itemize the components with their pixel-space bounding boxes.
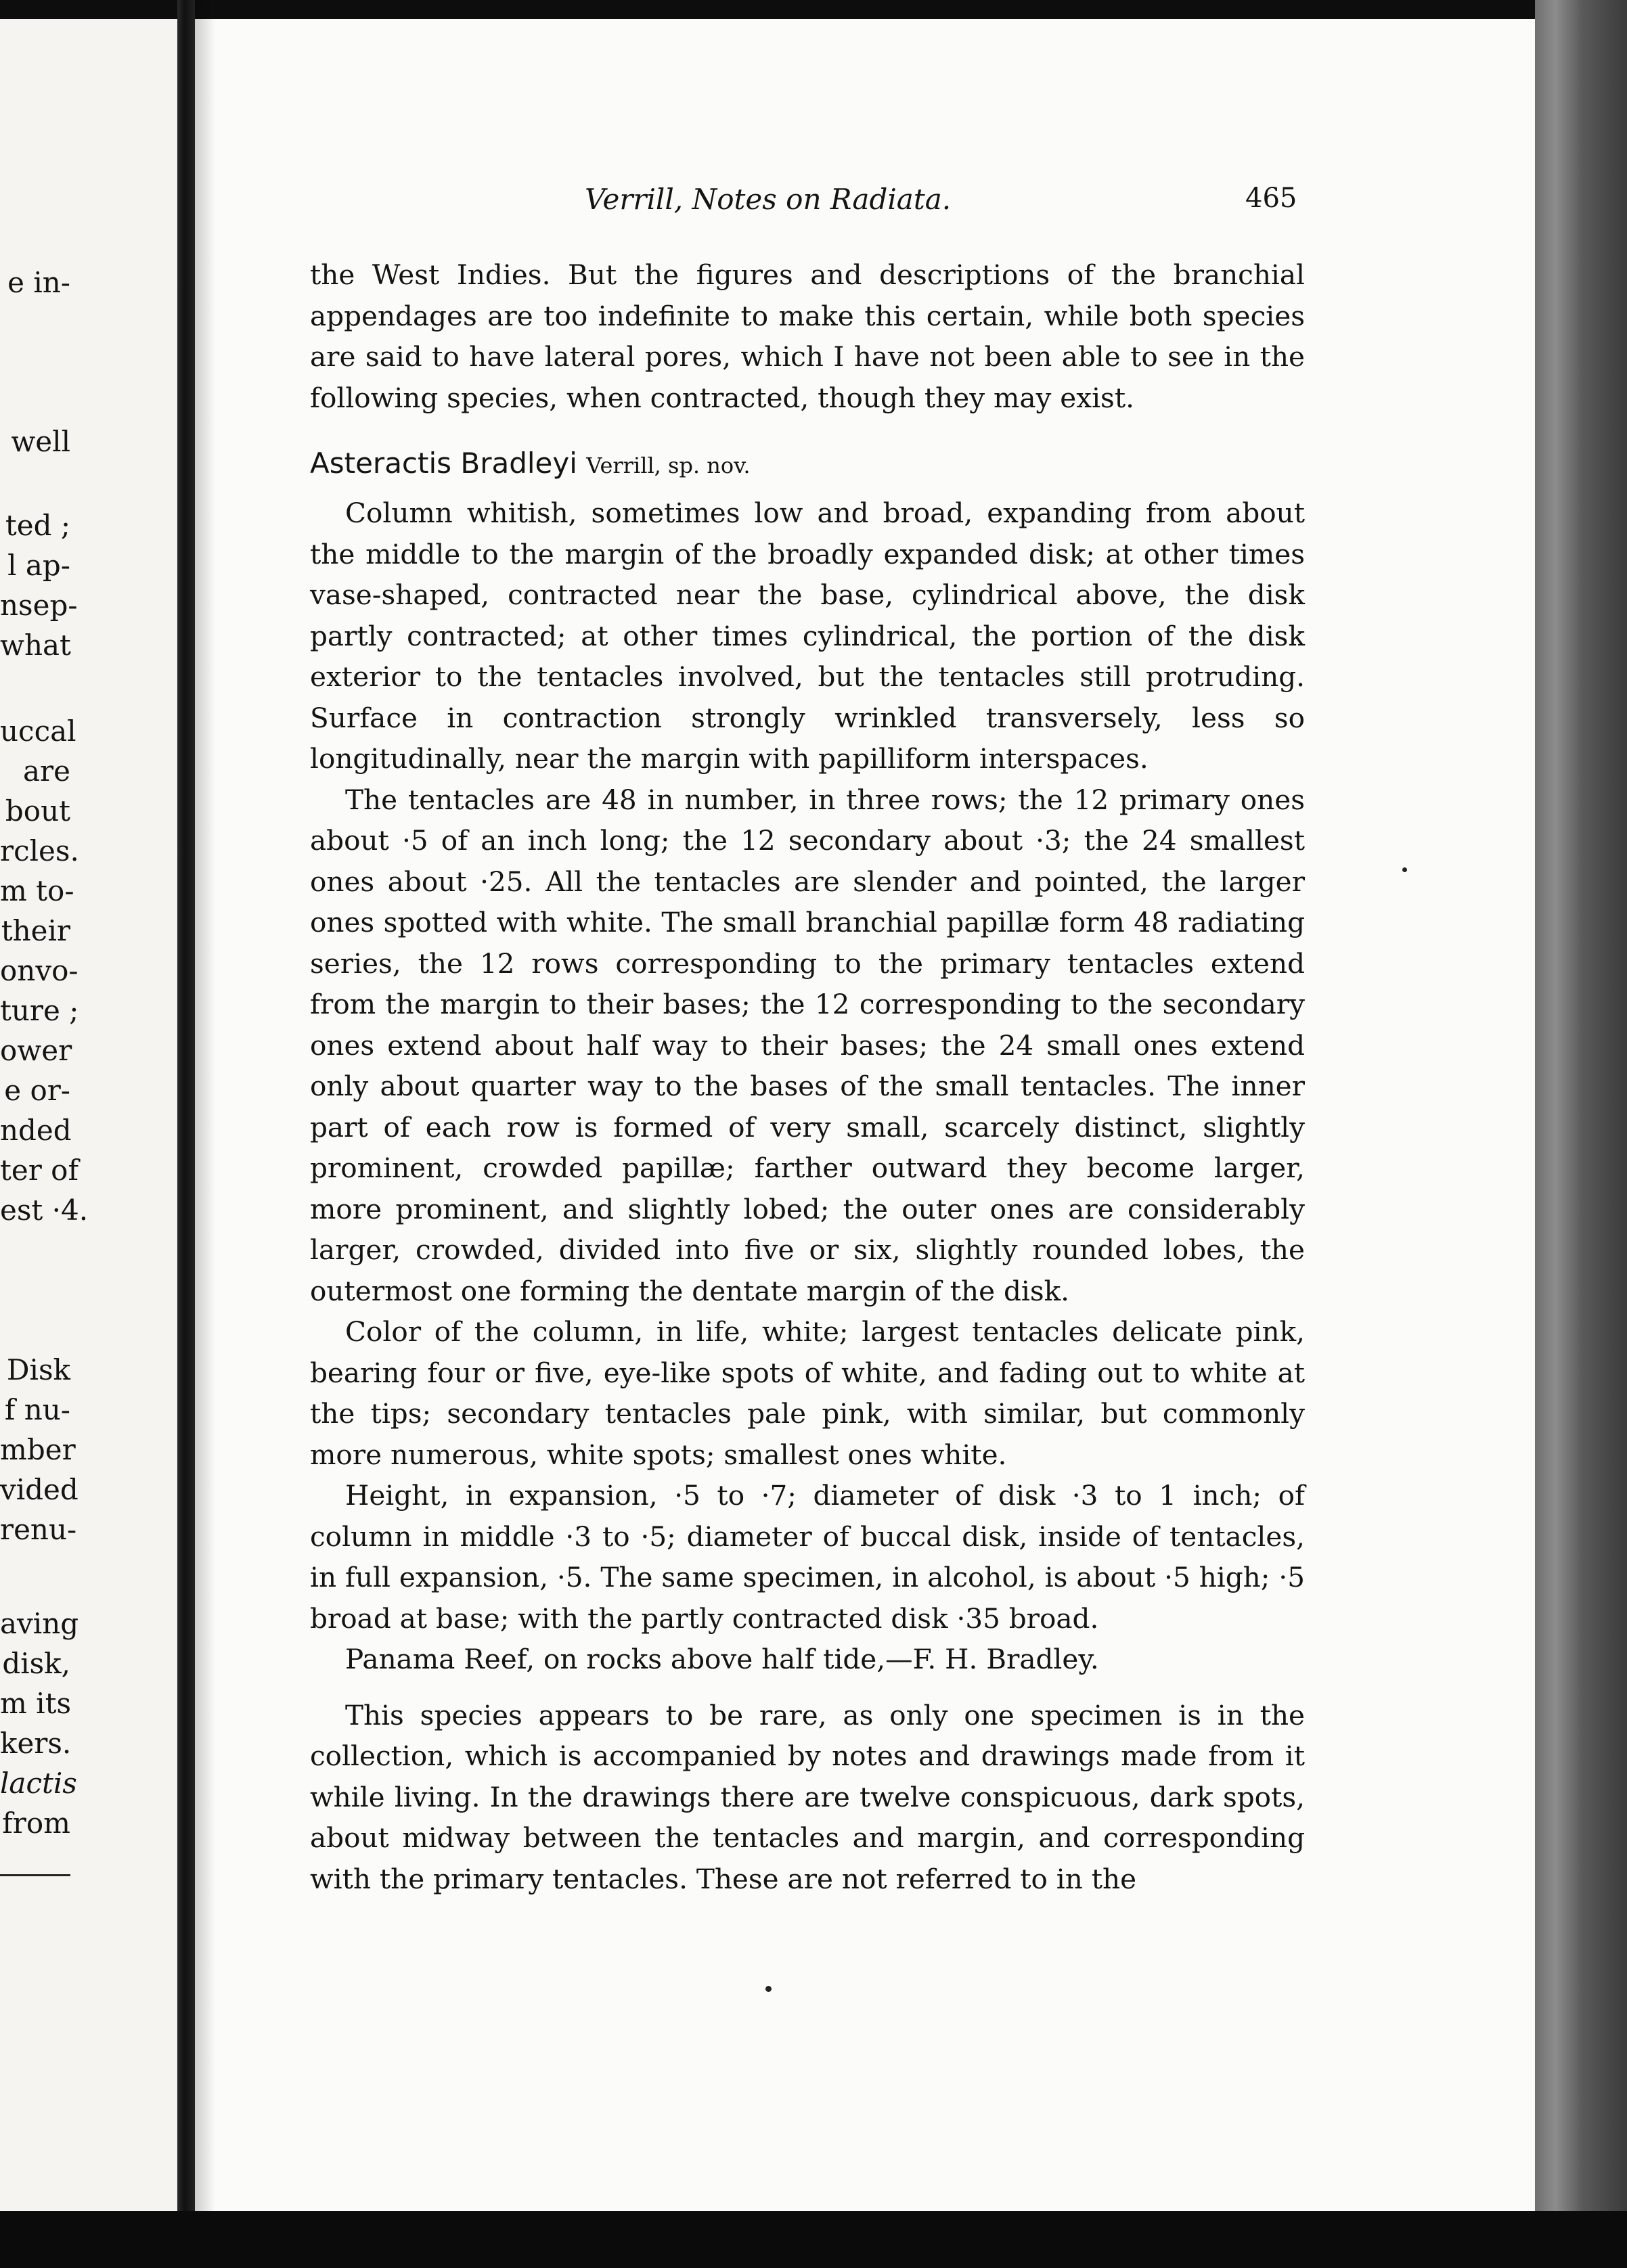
left-fragment: are: [23, 754, 70, 788]
species-authority: Verrill, sp. nov.: [586, 453, 751, 478]
paragraph-tentacles: The tentacles are 48 in number, in three rows; the 12 primary ones about ·5 of an inch long; the 12 secondary about ·3; the 24 smallest ones about ·25. All the tentacles are slender and pointed, the larger ones spotted with white. The small branchial papillæ form 48 radiating series, the 12 rows corresponding to the primary tentacles extend from the margin to their bases; the 12 corresponding to the secondary ones extend about half way to their bases; the 24 small ones extend only about quarter way to the bases of the small tentacles. The inner part of each row is formed of very small, scarcely distinct, slightly prominent, crowded papillæ; farther outward they become larger, more prominent, and slightly lobed; the outer ones are considerably larger, crowded, divided into five or six, slightly rounded lobes, the outermost one forming the dentate margin of the disk.: [310, 783, 1305, 1307]
page-number: 465: [1245, 183, 1297, 214]
left-fragment: nsep-: [0, 589, 78, 622]
paragraph-color: Color of the column, in life, white; largest tentacles delicate pink, bearing four or five, eye-like spots of white, and fading out to white at the tips; secondary tentacles pale pink, with similar, but commonly more numerous, white spots; smallest ones white.: [310, 1315, 1305, 1471]
left-fragment: mber: [0, 1433, 76, 1466]
scan-border-top: [0, 0, 1627, 19]
left-fragment: onvo-: [0, 954, 79, 987]
left-fragment: well: [11, 425, 70, 458]
intro-paragraph: the West Indies. But the figures and descriptions of the branchial appendages are too indefinite to make this certain, while both species are said to have lateral pores, which I have not been able to see in the following species, when contracted, though they may exist.: [310, 258, 1305, 414]
left-page-rule: [0, 1874, 70, 1876]
left-fragment: aving: [0, 1607, 79, 1640]
left-fragment: their: [1, 914, 70, 947]
scan-border-bottom: [0, 2211, 1627, 2268]
scan-speck: [1402, 867, 1407, 872]
gutter-shadow: [195, 0, 215, 2268]
left-fragment: disk,: [2, 1647, 70, 1680]
left-fragment: ture ;: [0, 994, 79, 1027]
running-head: Verrill, Notes on Radiata.: [585, 183, 952, 216]
left-fragment: uccal: [0, 715, 76, 748]
body-text: [310, 254, 1305, 1899]
left-fragment: e or-: [4, 1074, 70, 1107]
left-fragment: ter of: [0, 1154, 79, 1187]
left-fragment: Disk: [6, 1353, 70, 1386]
species-heading: [310, 443, 1305, 486]
left-fragment: f nu-: [4, 1393, 70, 1426]
paragraph-measurements: Height, in expansion, ·5 to ·7; diameter of disk ·3 to 1 inch; of column in middle ·3 to ·5; diameter of buccal disk, inside of tentacles, in full expansion, ·5. The same specimen, in alcohol, is about ·5 high; ·5 broad at base; with the partly contracted disk ·35 broad.: [310, 1479, 1305, 1635]
left-fragment: what: [0, 629, 71, 662]
left-fragment: est ·4.: [0, 1194, 89, 1227]
left-fragment: from: [2, 1807, 70, 1840]
left-fragment: lactis: [0, 1767, 77, 1800]
scan-border-right: [1535, 0, 1627, 2268]
left-fragment: m to-: [0, 874, 74, 907]
left-fragment: e in-: [7, 266, 70, 299]
left-fragment: renu-: [0, 1513, 77, 1546]
left-fragment: rcles.: [0, 834, 79, 867]
paragraph-locality: Panama Reef, on rocks above half tide,—F. H. Bradley.: [345, 1643, 1099, 1675]
left-fragment: vided: [0, 1473, 79, 1506]
left-fragment: l ap-: [7, 549, 70, 582]
paragraph-column: Column whitish, sometimes low and broad, expanding from about the middle to the margin of the broadly expanded disk; at other times vase-shaped, contracted near the base, cylindrical above, the disk partly contracted; at other times cylindrical, the portion of the disk exterior to the tentacles involved, but the tentacles still protruding. Surface in contraction strongly wrinkled transversely, less so longitudinally, near the margin with papilliform interspaces.: [310, 497, 1305, 775]
book-gutter: [177, 0, 195, 2268]
left-fragment: bout: [5, 794, 70, 827]
facing-page-left: [0, 19, 177, 2211]
left-fragment: nded: [0, 1114, 72, 1147]
paragraph-remarks: This species appears to be rare, as only one specimen is in the collection, which is accompanied by notes and drawings made from it while living. In the drawings there are twelve conspicuous, dark spots, about midway between the tentacles and margin, and corresponding with the primary tentacles. These are not referred to in the: [310, 1698, 1305, 1895]
left-fragment: m its: [0, 1687, 72, 1720]
left-fragment: ted ;: [5, 509, 70, 542]
scan-speck: [765, 1986, 772, 1992]
left-fragment: ower: [0, 1034, 72, 1067]
species-name: Asteractis Bradleyi: [310, 447, 577, 480]
left-fragment: kers.: [0, 1727, 72, 1760]
